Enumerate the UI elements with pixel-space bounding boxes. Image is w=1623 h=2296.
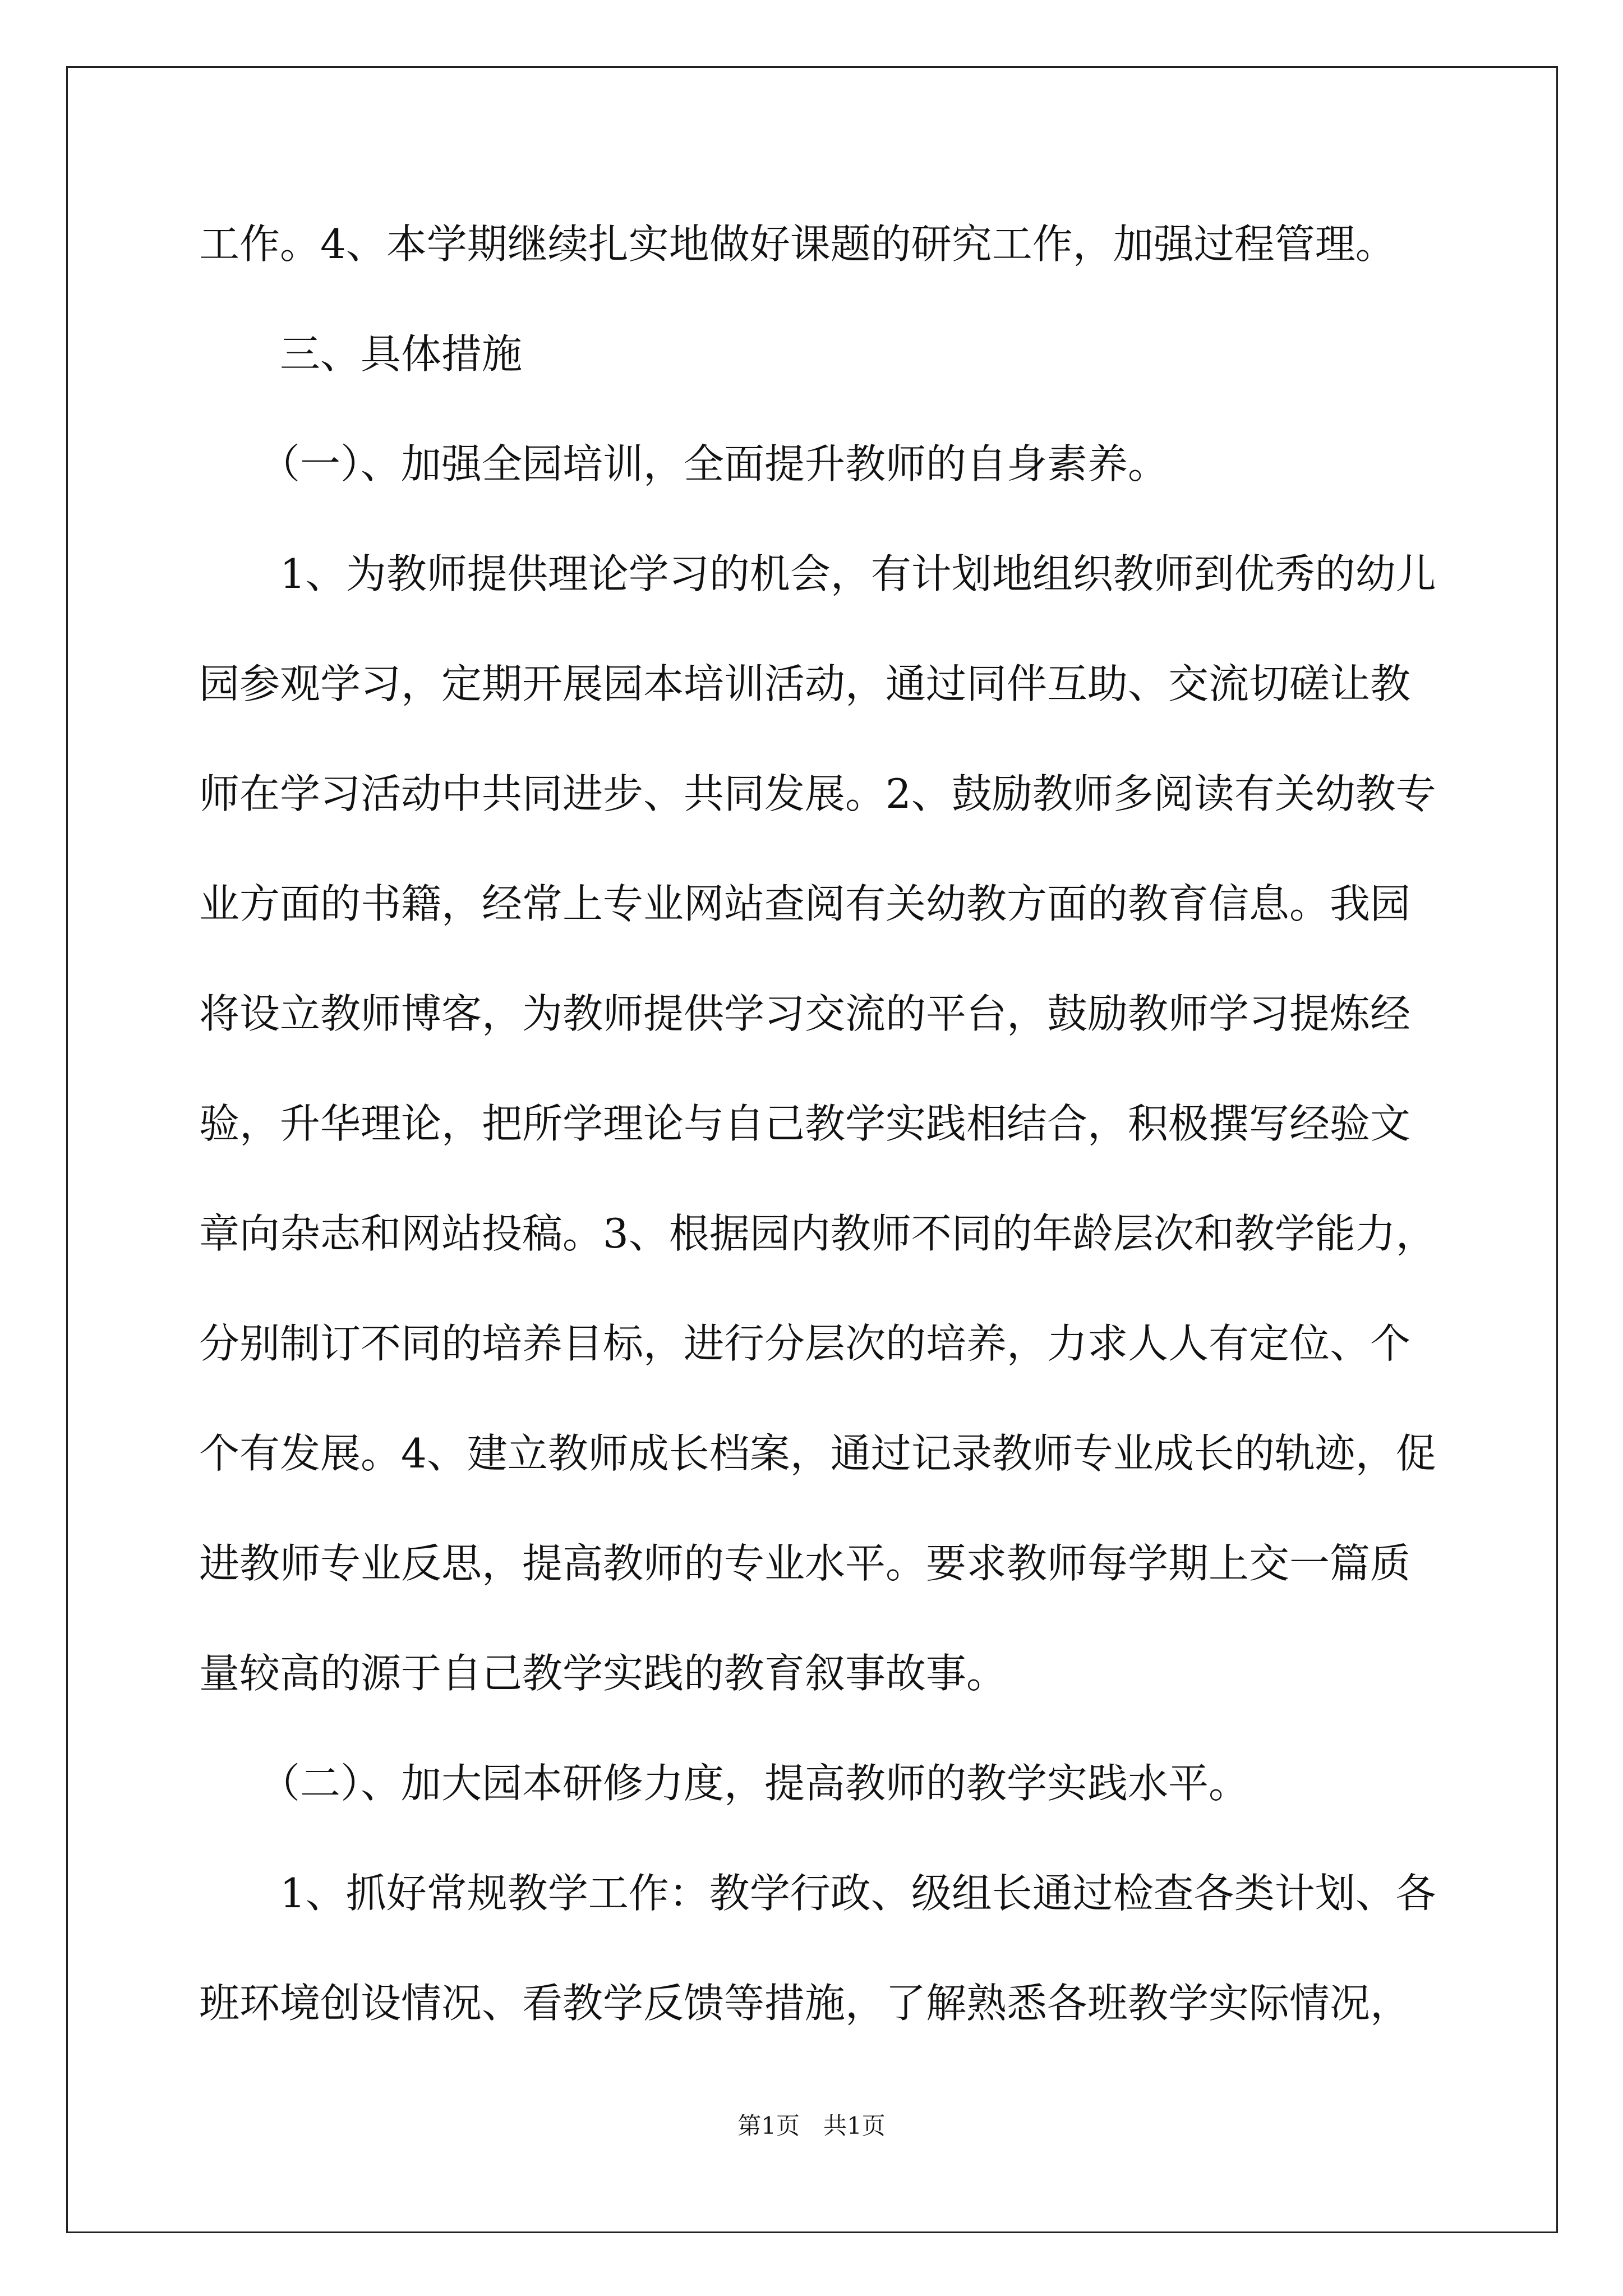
text-line: 进教师专业反思，提高教师的专业水平。要求教师每学期上交一篇质 [199, 1540, 1411, 1587]
section-heading: 三、具体措施 [199, 330, 523, 378]
text-line: 分别制订不同的培养目标，进行分层次的培养，力求人人有定位、个 [199, 1320, 1411, 1367]
subsection-heading: （二）、加大园本研修力度，提高教师的教学实践水平。 [199, 1760, 1249, 1807]
text-line: 将设立教师博客，为教师提供学习交流的平台，鼓励教师学习提炼经 [199, 990, 1411, 1037]
text-line: 师在学习活动中共同进步、共同发展。2、鼓励教师多阅读有关幼教专 [199, 770, 1436, 817]
text-line: 量较高的源于自己教学实践的教育叙事故事。 [199, 1650, 1007, 1697]
text-line: 1、为教师提供理论学习的机会，有计划地组织教师到优秀的幼儿 [199, 550, 1436, 597]
subsection-heading: （一）、加强全园培训，全面提升教师的自身素养。 [199, 440, 1169, 487]
page-footer: 第1页 共1页 [737, 2112, 886, 2139]
text-line: 章向杂志和网站投稿。3、根据园内教师不同的年龄层次和教学能力， [199, 1210, 1436, 1257]
text-line: 1、抓好常规教学工作：教学行政、级组长通过检查各类计划、各 [199, 1870, 1436, 1917]
text-line: 验，升华理论，把所学理论与自己教学实践相结合，积极撰写经验文 [199, 1100, 1411, 1147]
text-line: 业方面的书籍，经常上专业网站查阅有关幼教方面的教育信息。我园 [199, 880, 1411, 927]
text-line: 工作。4、本学期继续扎实地做好课题的研究工作，加强过程管理。 [199, 220, 1396, 268]
text-line: 园参观学习，定期开展园本培训活动，通过同伴互助、交流切磋让教 [199, 660, 1411, 707]
text-line: 班环境创设情况、看教学反馈等措施，了解熟悉各班教学实际情况， [199, 1980, 1411, 2027]
text-line: 个有发展。4、建立教师成长档案，通过记录教师专业成长的轨迹，促 [199, 1430, 1436, 1477]
